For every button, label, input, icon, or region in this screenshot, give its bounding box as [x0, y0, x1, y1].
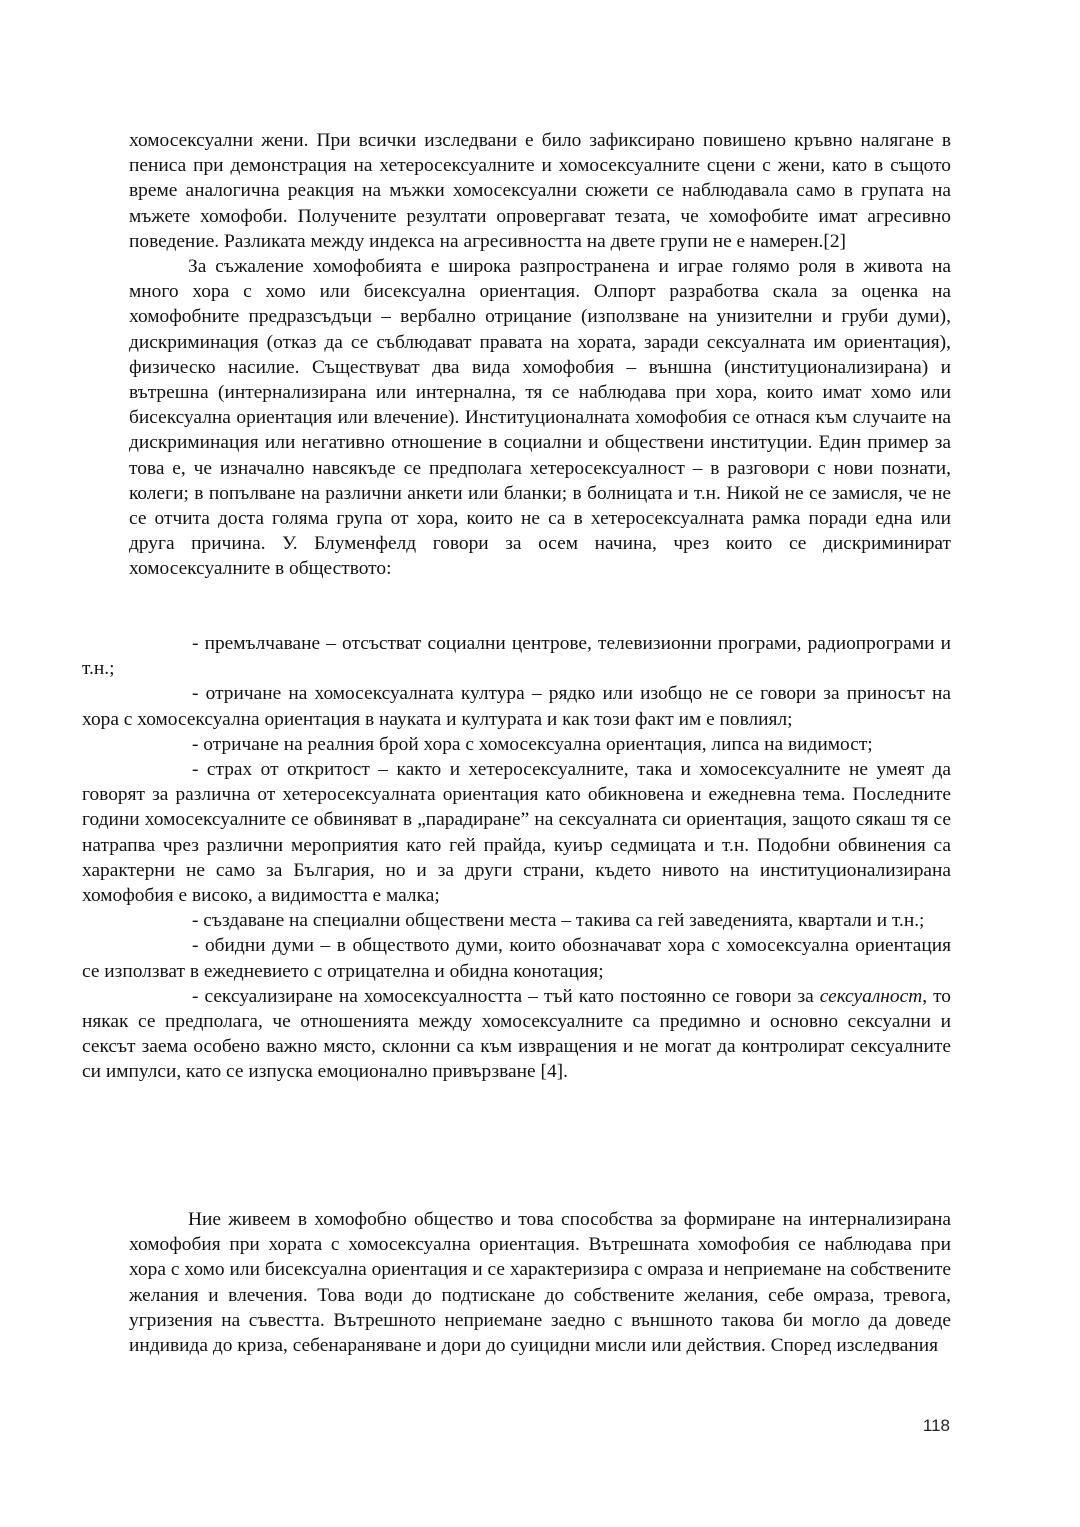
list-item: - обидни думи – в обществото думи, които обозначават хора с хомосексуална ориентация се използват в ежедневието с отрицателна и обидна конотация;	[82, 935, 951, 982]
list-item-last	[82, 984, 951, 1085]
list-item: - отричане на реалния брой хора с хомосексуална ориентация, липса на видимост;	[192, 733, 873, 755]
continuation-paragraph: хомосексуални жени. При всички изследвани е било зафиксирано повишено кръвно налягане в пениса при демонстрация на хетеросексуалните и хомосексуалните сцени с жени, като в същото време аналогична реакция на мъжки хомосексуални сюжети се наблюдавала само в групата на мъжете хомофоби. Получените резултати опровергават тезата, че хомофобите имат агресивно поведение. Разликата между индекса на агресивността на двете групи не е намерен.[2]	[129, 130, 951, 252]
page-number: 118	[922, 1416, 950, 1435]
list-item-lead: - сексуализиране на хомосексуалността – тъй като постоянно се говори за	[192, 985, 820, 1007]
italic-term: сексуалност	[819, 985, 923, 1007]
paragraph-homophobia-types: За съжаление хомофобията е широка разпространена и играе голямо роля в живота на много хора с хомо или бисексуална ориентация. Олпорт разработва скала за оценка на хомофобните предразсъдъци – вербално отрицание (използване на унизителни и груби думи), дискриминация (отказ да се съблюдават правата на хората, заради сексуалната им ориентация), физическо насилие. Съществуват два вида хомофобия – външна (институционализирана) и вътрешна (интернализирана или интернална, тя се наблюдава при хора, които имат хомо или бисексуална ориентация или влечение). Институционалната хомофобия се отнася към случаите на дискриминация или негативно отношение в социални и обществени институции. Един пример за това е, че изначално навсякъде се предполага хетеросексуалност – в разговори с нови познати, колеги; в попълване на различни анкети или бланки; в болницата и т.н. Никой не се замисля, че не се отчита доста голяма група от хора, които не са в хетеросексуалната рамка поради една или друга причина. У. Блуменфелд говори за осем начина, чрез които се дискриминират хомосексуалните в обществото:	[129, 256, 951, 580]
list-item-rest: , то някак се предполага, че отношенията между хомосексуалните са предимно и основно сексуални и сексът заема особено важно място, склонни са към извращения и не могат да контролират сексуалните си импулси, като се изпуска емоционално привързване [4].	[82, 985, 951, 1083]
list-item: - създаване на специални обществени места – такива са гей заведенията, квартали и т.н.;	[192, 910, 925, 932]
list-item: - премълчаване – отсъстват социални центрове, телевизионни програми, радиопрограми и т.н.;	[82, 633, 951, 680]
discrimination-list	[82, 631, 951, 1085]
paragraph-internalized-homophobia: Ние живеем в хомофобно общество и това способства за формиране на интернализирана хомофобия при хората с хомосексуална ориентация. Вътрешната хомофобия се наблюдава при хора с хомо или бисексуална ориентация и се характеризира с омраза и неприемане на собствените желания и влечения. Това води до подтискане до собствените желания, себе омраза, тревога, угризения на съвестта. Вътрешното неприемане заедно с външното такова би могло да доведе индивида до криза, себенараняване и дори до суицидни мисли или действия. Според изследвания	[129, 1209, 951, 1357]
list-item: - страх от откритост – както и хетеросексуалните, така и хомосексуалните не умеят да говорят за различна от хетеросексуалната ориентация като обикновена и ежедневна тема. Последните години хомосексуалните се обвиняват в „парадиране” на сексуалната си ориентация, защото сякаш тя се натрапва чрез различни мероприятия като гей прайда, куиър седмицата и т.н. Подобни обвинения са характерни не само за България, но и за други страни, където нивото на институционализирана хомофобия е високо, а видимостта е малка;	[82, 759, 951, 907]
text-block-lower	[129, 1207, 951, 1358]
list-item: - отричане на хомосексуалната култура – рядко или изобщо не се говори за приносът на хора с хомосексуална ориентация в науката и културата и как този факт им е повлиял;	[82, 683, 951, 730]
text-block-upper	[129, 128, 951, 582]
